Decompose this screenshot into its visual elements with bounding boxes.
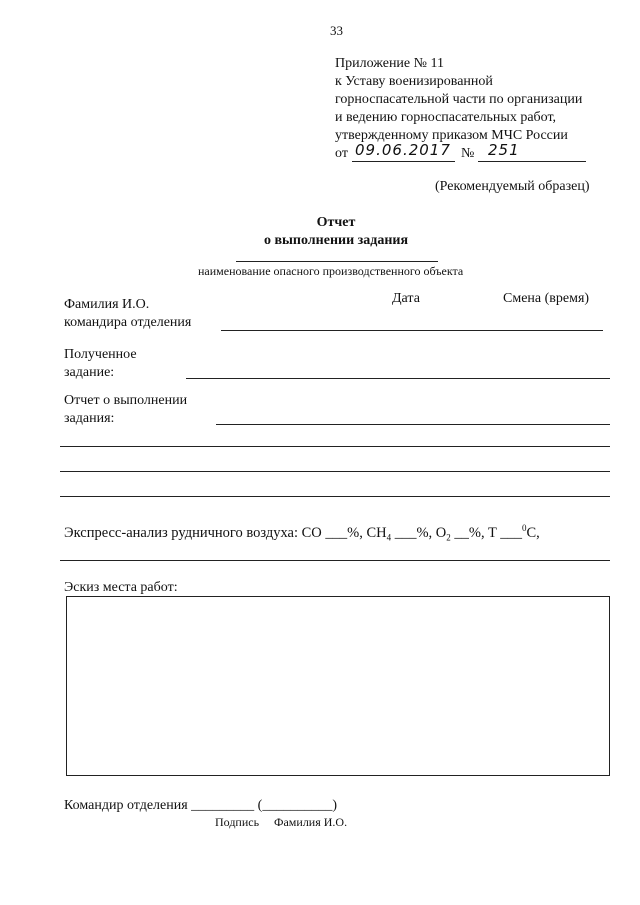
commander-name-label-2: командира отделения (64, 315, 192, 330)
document-title: Отчет (316, 215, 356, 230)
order-date-underline (352, 161, 455, 162)
order-number-value: 251 (488, 141, 520, 159)
received-task-label-2: задание: (64, 365, 115, 380)
report-line-4[interactable] (60, 496, 610, 497)
shift-label: Смена (время) (503, 291, 590, 306)
object-name-line[interactable] (236, 261, 438, 262)
received-task-line[interactable] (186, 378, 610, 379)
appendix-line-4: и ведению горноспасательных работ, (335, 110, 557, 125)
report-line-3[interactable] (60, 471, 610, 472)
appendix-line-3: горноспасательной части по организации (335, 92, 583, 107)
order-number-underline (478, 161, 586, 162)
date-label: Дата (392, 291, 420, 306)
commander-name-label: Фамилия И.О. (64, 297, 150, 312)
report-line-1[interactable] (216, 424, 610, 425)
report-label-2: задания: (64, 411, 115, 426)
signature-line: Командир отделения _________ (__________) (64, 798, 337, 813)
signature-caption: Подпись (215, 815, 260, 829)
commander-name-line[interactable] (221, 330, 603, 331)
order-date-prefix: от (335, 146, 348, 161)
order-number-prefix: № (461, 146, 475, 161)
appendix-line-5: утвержденному приказом МЧС России (335, 128, 568, 143)
document-subtitle: о выполнении задания (263, 233, 409, 248)
page-number: 33 (330, 23, 343, 38)
object-name-caption: наименование опасного производственного объекта (198, 264, 464, 278)
report-label: Отчет о выполнении (64, 393, 188, 408)
order-date-value: 09.06.2017 (355, 141, 451, 159)
sketch-box[interactable] (66, 596, 610, 776)
appendix-line-1: Приложение № 11 (335, 56, 444, 71)
report-line-2[interactable] (60, 446, 610, 447)
express-analysis: Экспресс-анализ рудничного воздуха: CO ___%, $CH_4$ ___%, $O_2$ __%, T ___$^0$C, (64, 523, 540, 543)
recommended-sample: (Рекомендуемый образец) (435, 179, 590, 194)
full-name-caption: Фамилия И.О. (274, 815, 348, 829)
sketch-label: Эскиз места работ: (64, 580, 178, 595)
express-analysis-line[interactable] (60, 560, 610, 561)
appendix-line-2: к Уставу военизированной (335, 74, 493, 89)
received-task-label: Полученное (64, 347, 137, 362)
